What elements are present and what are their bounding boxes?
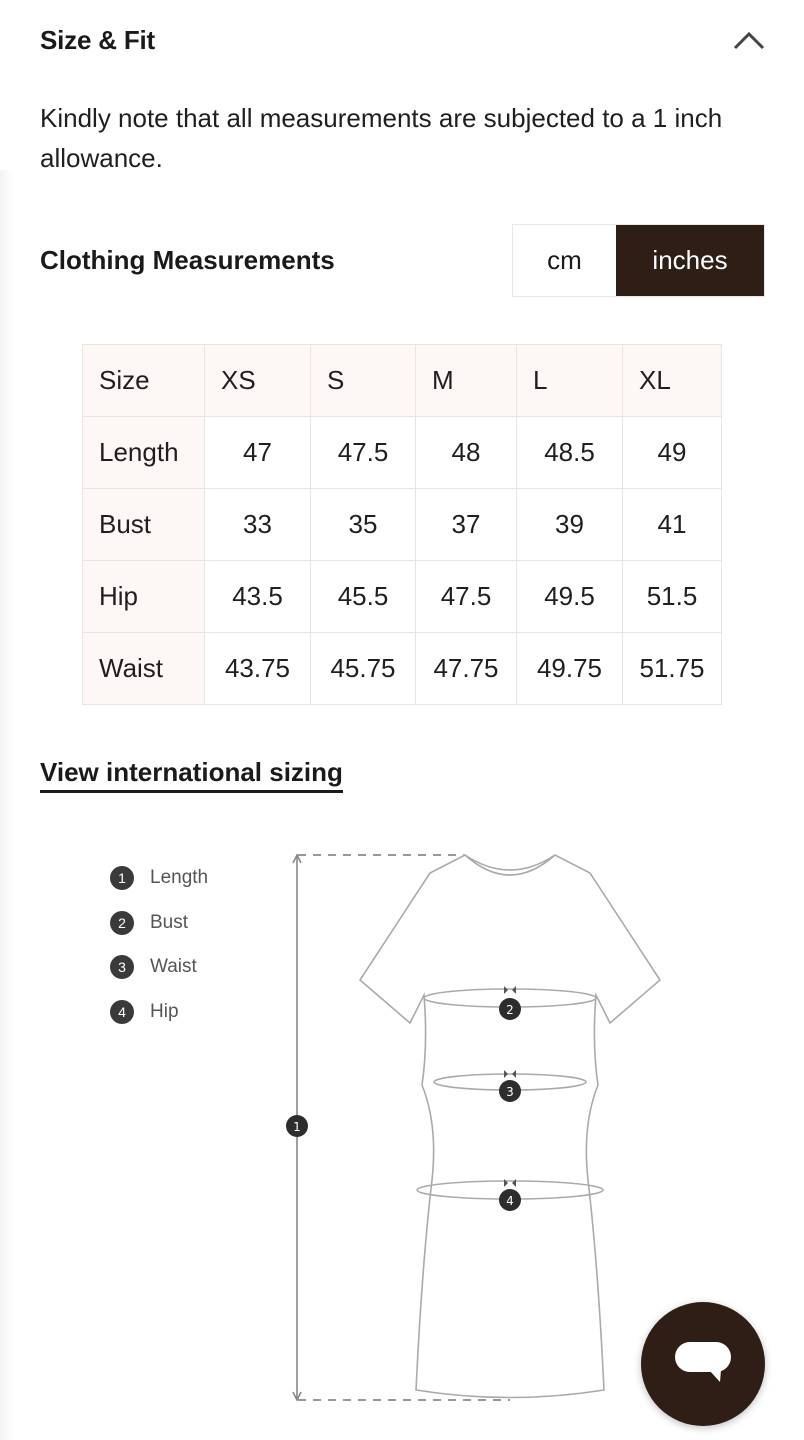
dress-measurement-diagram — [280, 845, 680, 1410]
svg-text:1: 1 — [293, 1120, 301, 1134]
table-cell: 43.75 — [205, 633, 311, 705]
table-cell: 45.75 — [311, 633, 416, 705]
view-international-sizing-link[interactable]: View international sizing — [40, 756, 343, 793]
table-cell: 47.75 — [416, 633, 517, 705]
chat-button[interactable] — [641, 1302, 765, 1426]
table-header-row — [83, 345, 722, 417]
chat-bubble-icon — [673, 1338, 733, 1390]
table-cell: 49.5 — [517, 561, 623, 633]
svg-text:4: 4 — [506, 1194, 514, 1208]
table-cell: 47.5 — [311, 417, 416, 489]
bust-marker-icon — [499, 998, 521, 1020]
waist-marker-icon — [499, 1080, 521, 1102]
table-cell: 43.5 — [205, 561, 311, 633]
row-label: Hip — [83, 561, 205, 633]
table-header-cell: S — [311, 345, 416, 417]
legend-number: 3 — [110, 955, 134, 979]
table-cell: 41 — [623, 489, 722, 561]
table-cell: 48 — [416, 417, 517, 489]
table-cell: 47 — [205, 417, 311, 489]
legend-number: 4 — [110, 1000, 134, 1024]
table-row — [83, 489, 722, 561]
table-row — [83, 561, 722, 633]
table-cell: 51.75 — [623, 633, 722, 705]
table-row — [83, 633, 722, 705]
table-header-cell: XS — [205, 345, 311, 417]
legend-label: Length — [150, 867, 209, 889]
svg-text:3: 3 — [506, 1085, 514, 1099]
chevron-up-icon[interactable] — [732, 26, 766, 54]
unit-toggle — [512, 224, 765, 297]
row-label: Length — [83, 417, 205, 489]
table-cell: 39 — [517, 489, 623, 561]
table-cell: 33 — [205, 489, 311, 561]
section-title: Size & Fit — [40, 25, 156, 55]
unit-cm-button[interactable]: cm — [513, 225, 616, 296]
table-header-cell: L — [517, 345, 623, 417]
legend-item — [110, 901, 208, 946]
table-header-cell: M — [416, 345, 517, 417]
diagram-legend — [110, 856, 208, 1034]
legend-item — [110, 856, 208, 901]
table-cell: 49 — [623, 417, 722, 489]
table-header-cell: XL — [623, 345, 722, 417]
size-fit-header[interactable] — [40, 22, 766, 58]
legend-item — [110, 945, 208, 990]
table-header-cell: Size — [83, 345, 205, 417]
table-row — [83, 417, 722, 489]
page-edge-shade — [0, 170, 14, 1440]
legend-label: Hip — [150, 1000, 179, 1022]
legend-number: 1 — [110, 866, 134, 890]
clothing-measurements-title: Clothing Measurements — [40, 245, 335, 275]
length-marker-icon — [286, 1115, 308, 1137]
table-cell: 35 — [311, 489, 416, 561]
legend-number: 2 — [110, 911, 134, 935]
legend-label: Bust — [150, 911, 189, 933]
table-cell: 37 — [416, 489, 517, 561]
table-cell: 45.5 — [311, 561, 416, 633]
svg-text:2: 2 — [506, 1003, 514, 1017]
table-cell: 47.5 — [416, 561, 517, 633]
row-label: Bust — [83, 489, 205, 561]
legend-label: Waist — [150, 956, 197, 978]
size-table — [82, 344, 722, 705]
legend-item — [110, 990, 208, 1035]
table-cell: 51.5 — [623, 561, 722, 633]
allowance-note: Kindly note that all measurements are subjected to a 1 inch allowance. — [40, 103, 723, 173]
table-cell: 49.75 — [517, 633, 623, 705]
hip-marker-icon — [499, 1189, 521, 1211]
table-cell: 48.5 — [517, 417, 623, 489]
row-label: Waist — [83, 633, 205, 705]
unit-inches-button[interactable]: inches — [616, 225, 764, 296]
